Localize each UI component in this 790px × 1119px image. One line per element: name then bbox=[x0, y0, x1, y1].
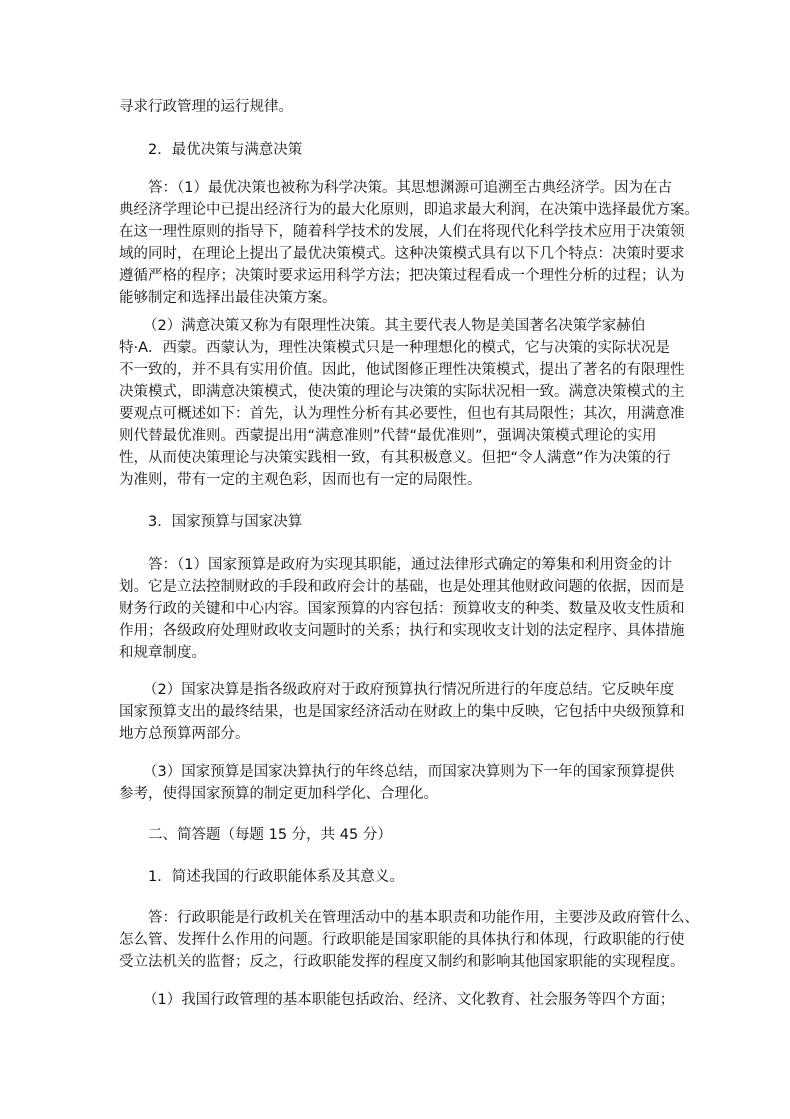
text-line: 则代替最优准则。西蒙提出用“满意准则”代替“最优准则”，强调决策模式理论的实用 bbox=[119, 428, 657, 444]
text-line: 不一致的，并不具有实用价值。因此，他试图修正理性决策模式，提出了著名的有限理性 bbox=[119, 362, 685, 378]
text-line: 参考，使得国家预算的制定更加科学化、合理化。 bbox=[119, 786, 438, 802]
text-line: 作用；各级政府处理财政收支问题时的关系；执行和实现收支计划的法定程序、具体措施 bbox=[119, 623, 685, 639]
text-line: 怎么管、发挥什么作用的问题。行政职能是国家职能的具体执行和体现，行政职能的行使 bbox=[119, 932, 685, 948]
text-line: 答：（1）最优决策也被称为科学决策。其思想渊源可追溯至古典经济学。因为在古 bbox=[148, 180, 672, 196]
paragraph-optimal-decision bbox=[119, 177, 699, 309]
text-line: 和规章制度。 bbox=[119, 645, 206, 661]
paragraph-continuation bbox=[119, 96, 699, 118]
paragraph-final-accounts bbox=[119, 679, 699, 745]
text-line: （2）国家决算是指各级政府对于政府预算执行情况所进行的年度总结。它反映年度 bbox=[143, 682, 675, 698]
heading-text: 2．最优决策与满意决策 bbox=[148, 142, 303, 158]
heading-text: 3．国家预算与国家决算 bbox=[148, 514, 303, 530]
text-line: 受立法机关的监督；反之，行政职能发挥的程度又制约和影响其他国家职能的实现程度。 bbox=[119, 954, 685, 970]
text-line: 典经济学理论中已提出经济行为的最大化原则，即追求最大利润，在决策中选择最优方案。 bbox=[119, 202, 699, 218]
text-line: 能够制定和选择出最佳决策方案。 bbox=[119, 290, 337, 306]
text-line: 性，从而使决策理论与决策实践相一致，有其积极意义。但把“令人满意”作为决策的行 bbox=[119, 450, 671, 466]
text-line: 为准则，带有一定的主观色彩，因而也有一定的局限性。 bbox=[119, 472, 482, 488]
question-1-heading bbox=[119, 866, 699, 888]
text-line: 寻求行政管理的运行规律。 bbox=[119, 99, 293, 115]
paragraph-basic-functions bbox=[119, 989, 699, 1011]
text-line: 财务行政的关键和中心内容。国家预算的内容包括：预算收支的种类、数量及收支性质和 bbox=[119, 601, 685, 617]
paragraph-national-budget bbox=[119, 554, 699, 664]
text-line: 遵循严格的程序；决策时要求运用科学方法；把决策过程看成一个理性分析的过程；认为 bbox=[119, 268, 685, 284]
paragraph-relationship bbox=[119, 761, 699, 805]
text-line: 决策模式，即满意决策模式，使决策的理论与决策的实际状况相一致。满意决策模式的主 bbox=[119, 384, 685, 400]
text-line: 特·A．西蒙。西蒙认为，理性决策模式只是一种理想化的模式，它与决策的实际状况是 bbox=[119, 340, 671, 356]
text-line: 在这一理性原则的指导下，随着科学技术的发展，人们在将现代化科学技术应用于决策领 bbox=[119, 224, 685, 240]
text-line: 答：（1）国家预算是政府为实现其职能，通过法律形式确定的筹集和利用资金的计 bbox=[148, 557, 672, 573]
paragraph-administrative-functions bbox=[119, 907, 699, 973]
heading-budget-vs-final-accounts bbox=[119, 511, 699, 533]
section-heading-short-answer bbox=[119, 824, 699, 846]
heading-text: 二、简答题（每题 15 分，共 45 分） bbox=[148, 827, 392, 843]
text-line: 域的同时，在理论上提出了最优决策模式。这种决策模式具有以下几个特点：决策时要求 bbox=[119, 246, 685, 262]
heading-optimal-vs-satisfactory bbox=[119, 139, 699, 161]
text-line: 答：行政职能是行政机关在管理活动中的基本职责和功能作用，主要涉及政府管什么、 bbox=[148, 910, 699, 926]
text-line: （2）满意决策又称为有限理性决策。其主要代表人物是美国著名决策学家赫伯 bbox=[143, 318, 646, 334]
paragraph-satisfactory-decision bbox=[119, 315, 699, 491]
text-line: 划。它是立法控制财政的手段和政府会计的基础，也是处理其他财政问题的依据，因而是 bbox=[119, 579, 685, 595]
text-line: （1）我国行政管理的基本职能包括政治、经济、文化教育、社会服务等四个方面； bbox=[143, 992, 675, 1008]
text-line: 地方总预算两部分。 bbox=[119, 726, 250, 742]
heading-text: 1．简述我国的行政职能体系及其意义。 bbox=[148, 869, 404, 885]
text-line: 要观点可概述如下：首先，认为理性分析有其必要性，但也有其局限性；其次，用满意准 bbox=[119, 406, 685, 422]
text-line: （3）国家预算是国家决算执行的年终总结，而国家决算则为下一年的国家预算提供 bbox=[143, 764, 675, 780]
text-line: 国家预算支出的最终结果，也是国家经济活动在财政上的集中反映，它包括中央级预算和 bbox=[119, 704, 685, 720]
